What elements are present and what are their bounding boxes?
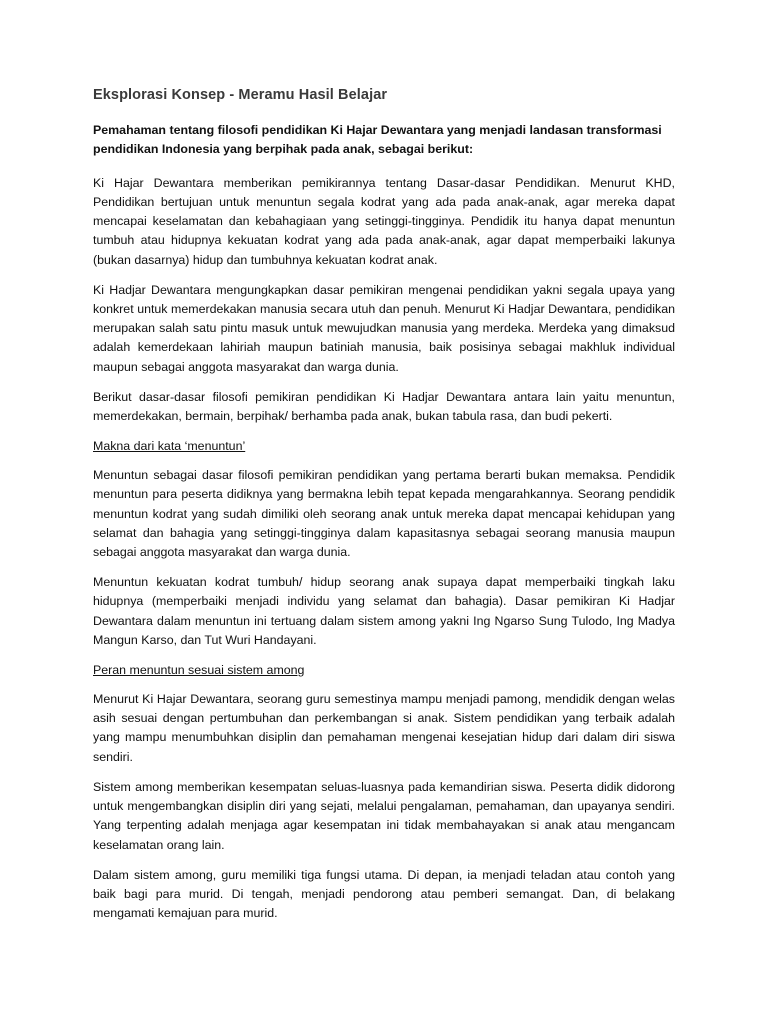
paragraph: Menurut Ki Hajar Dewantara, seorang guru semestinya mampu menjadi pamong, mendidik dengan welas asih sesuai dengan pertumbuhan dan perkembangan si anak. Sistem pendidikan yang terbaik adalah yang mampu menumbuhkan disiplin dan pemahaman mengenai kesejatian hidup dari dalam diri siswa sendiri. (93, 692, 675, 764)
document-page (93, 86, 675, 934)
paragraph: Sistem among memberikan kesempatan seluas-luasnya pada kemandirian siswa. Peserta didik didorong untuk mengembangkan disiplin diri yang sejati, melalui pengalaman, pemahaman, dan upayanya sendiri. Yang terpenting adalah menjaga agar kesempatan ini tidak membahayakan si anak atau mengancam keselamatan orang lain. (93, 779, 675, 852)
section-heading-menuntun: Makna dari kata ‘menuntun’ (93, 439, 246, 454)
paragraph: Menuntun kekuatan kodrat tumbuh/ hidup seorang anak supaya dapat memperbaiki tingkah laku hidupnya (memperbaiki menjadi individu yang selamat dan bahagia). Dasar pemikiran Ki Hadjar Dewantara dalam menuntun ini tertuang dalam sistem among yakni Ing Ngarso Sung Tulodo, Ing Madya Mangun Karso, dan Tut Wuri Handayani. (93, 575, 675, 647)
paragraph: Dalam sistem among, guru memiliki tiga fungsi utama. Di depan, ia menjadi teladan atau contoh yang baik bagi para murid. Di tengah, menjadi pendorong atau pemberi semangat. Dan, di belakang mengamati kemajuan para murid. (93, 867, 675, 921)
paragraph: Ki Hadjar Dewantara mengungkapkan dasar pemikiran mengenai pendidikan yakni segala upaya yang konkret untuk memerdekakan manusia secara utuh dan penuh. Menurut Ki Hadjar Dewantara, pendidikan merupakan salah satu pintu masuk untuk mewujudkan manusia yang merdeka. Merdeka yang dimaksud adalah kemerdekaan lahiriah maupun batiniah manusia, baik posisinya sebagai makhluk individual maupun sebagai anggota masyarakat dan warga dunia. (93, 282, 675, 374)
intro-paragraph: Pemahaman tentang filosofi pendidikan Ki Hajar Dewantara yang menjadi landasan transformasi pendidikan Indonesia yang berpihak pada anak, sebagai berikut: (93, 123, 662, 157)
paragraph: Berikut dasar-dasar filosofi pemikiran pendidikan Ki Hadjar Dewantara antara lain yaitu menuntun, memerdekakan, bermain, berpihak/ berhamba pada anak, bukan tabula rasa, dan budi pekerti. (93, 389, 675, 424)
document-title: Eksplorasi Konsep - Meramu Hasil Belajar (93, 87, 388, 103)
paragraph: Menuntun sebagai dasar filosofi pemikiran pendidikan yang pertama berarti bukan memaksa. Pendidik menuntun para peserta didiknya yang bermakna lebih tepat kepada mengarahkannya. Seorang pendidik menuntun kodrat yang sudah dimiliki oleh seorang anak untuk mereka dapat mencapai kehidupan yang selamat dan bahagia yang setinggi-tingginya dalam kapasitasnya sebagai seorang manusia maupun sebagai anggota masyarakat dan warga dunia. (93, 468, 675, 560)
section-heading-peran-menuntun: Peran menuntun sesuai sistem among (93, 663, 305, 678)
paragraph: Ki Hajar Dewantara memberikan pemikirannya tentang Dasar-dasar Pendidikan. Menurut KHD, Pendidikan bertujuan untuk menuntun segala kodrat yang ada pada anak-anak, agar mereka dapat mencapai keselamatan dan kebahagiaan yang setinggi-tingginya. Pendidik itu hanya dapat menuntun tumbuh atau hidupnya kekuatan kodrat yang ada pada anak-anak, agar dapat memperbaiki lakunya (bukan dasarnya) hidup dan tumbuhnya kekuatan kodrat anak. (93, 175, 675, 267)
